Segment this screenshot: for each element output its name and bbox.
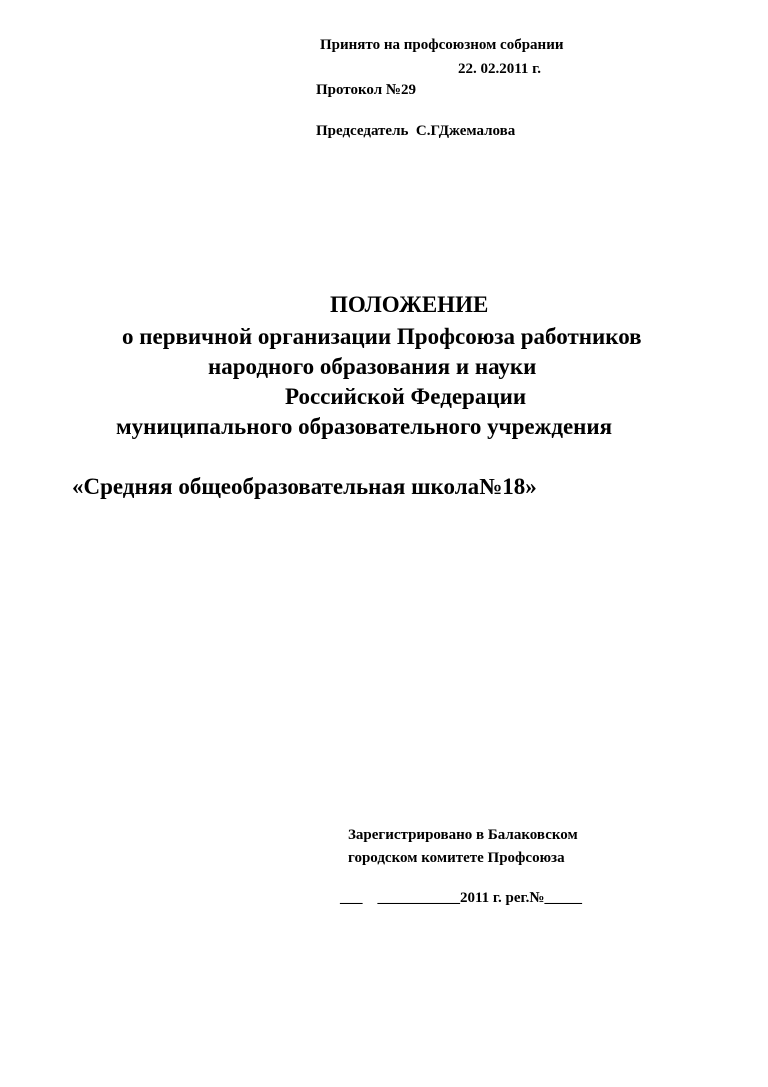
approval-statement: Принято на профсоюзном собрании [320, 37, 564, 53]
registration-blank-fields: ___ ___________2011 г. рег.№_____ [340, 890, 582, 906]
title-line-education: народного образования и науки [208, 354, 537, 379]
approval-date: 22. 02.2011 г. [458, 61, 542, 77]
registration-line-1: Зарегистрировано в Балаковском [348, 827, 578, 843]
school-name: «Средняя общеобразовательная школа№18» [72, 474, 537, 499]
document-heading: ПОЛОЖЕНИЕ [330, 292, 489, 317]
protocol-number: Протокол №29 [316, 82, 416, 98]
title-line-institution: муниципального образовательного учреждения [116, 414, 613, 439]
registration-line-2: городском комитете Профсоюза [348, 850, 565, 866]
chairman-signature-line: Председатель С.ГДжемалова [316, 123, 516, 139]
title-line-federation: Российской Федерации [285, 384, 527, 409]
title-line-organization: о первичной организации Профсоюза работников [122, 324, 642, 349]
